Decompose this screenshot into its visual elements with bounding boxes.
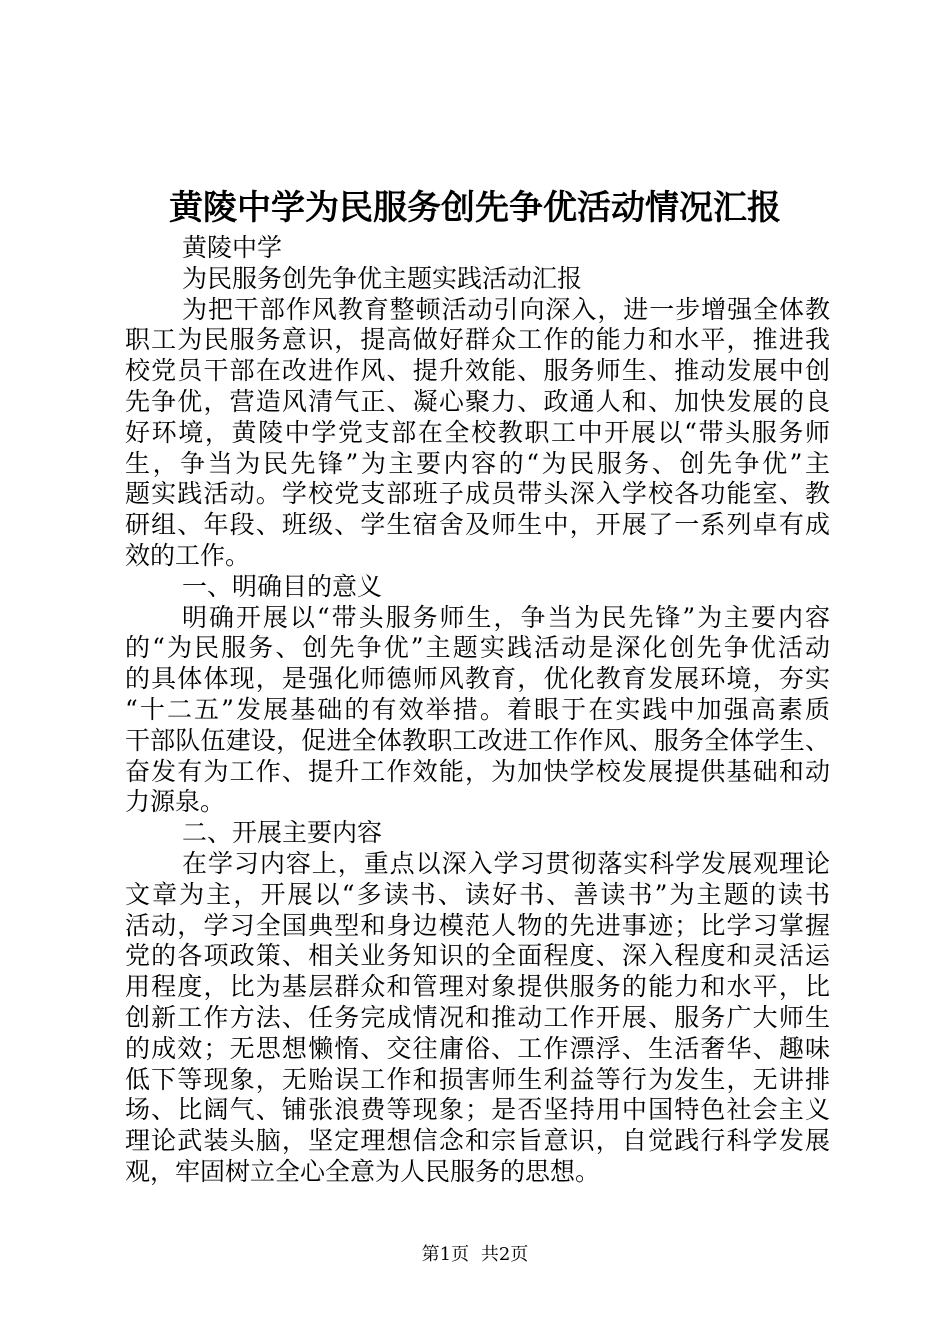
text-line: 职工为民服务意识，提高做好群众工作的能力和水平，推进我 bbox=[125, 325, 830, 355]
document-title: 黄陵中学为民服务创先争优活动情况汇报 bbox=[169, 188, 781, 228]
text-line: 的成效；无思想懒惰、交往庸俗、工作漂浮、生活奢华、趣味 bbox=[125, 1033, 830, 1063]
text-line: 题实践活动。学校党支部班子成员带头深入学校各功能室、教 bbox=[125, 479, 830, 509]
page-footer bbox=[0, 1243, 950, 1267]
text-line: 效的工作。 bbox=[125, 540, 251, 570]
text-line: 理论武装头脑，坚定理想信念和宗旨意识，自觉践行科学发展 bbox=[125, 1126, 830, 1156]
text-line: 奋发有为工作、提升工作效能，为加快学校发展提供基础和动 bbox=[125, 756, 830, 786]
text-line: 低下等现象，无贻误工作和损害师生利益等行为发生，无讲排 bbox=[125, 1064, 830, 1094]
text-line: 为民服务创先争优主题实践活动汇报 bbox=[182, 263, 583, 293]
text-line: 生，争当为民先锋”为主要内容的“为民服务、创先争优”主 bbox=[125, 448, 830, 478]
text-line: 校党员干部在改进作风、提升效能、服务师生、推动发展中创 bbox=[125, 356, 830, 386]
text-line: 干部队伍建设，促进全体教职工改进工作作风、服务全体学生、 bbox=[125, 725, 830, 755]
text-line: 研组、年段、班级、学生宿舍及师生中，开展了一系列卓有成 bbox=[125, 510, 830, 540]
text-line: 好环境，黄陵中学党支部在全校教职工中开展以“带头服务师 bbox=[125, 417, 830, 447]
text-line: 黄陵中学 bbox=[182, 233, 283, 262]
text-line: “十二五”发展基础的有效举措。着眼于在实践中加强高素质 bbox=[125, 694, 830, 724]
text-line: 先争优，营造风清气正、凝心聚力、政通人和、加快发展的良 bbox=[125, 386, 830, 416]
page-total: 共2页 bbox=[480, 1244, 529, 1265]
text-line: 活动，学习全国典型和身边模范人物的先进事迹；比学习掌握 bbox=[125, 910, 830, 940]
text-line: 场、比阔气、铺张浪费等现象；是否坚持用中国特色社会主义 bbox=[125, 1095, 830, 1125]
text-line: 党的各项政策、相关业务知识的全面程度、深入程度和灵活运 bbox=[125, 941, 830, 971]
text-line: 的“为民服务、创先争优”主题实践活动是深化创先争优活动 bbox=[125, 633, 830, 663]
text-line: 二、开展主要内容 bbox=[182, 818, 383, 848]
text-line: 在学习内容上，重点以深入学习贯彻落实科学发展观理论 bbox=[182, 848, 830, 878]
text-line: 观，牢固树立全心全意为人民服务的思想。 bbox=[125, 1156, 601, 1186]
text-line: 明确开展以“带头服务师生，争当为民先锋”为主要内容 bbox=[182, 602, 830, 632]
text-line: 用程度，比为基层群众和管理对象提供服务的能力和水平，比 bbox=[125, 972, 830, 1002]
text-line: 为把干部作风教育整顿活动引向深入，进一步增强全体教 bbox=[182, 294, 830, 324]
text-line: 一、明确目的意义 bbox=[182, 571, 383, 601]
text-line: 创新工作方法、任务完成情况和推动工作开展、服务广大师生 bbox=[125, 1002, 830, 1032]
text-line: 力源泉。 bbox=[125, 787, 226, 817]
document-body bbox=[125, 233, 830, 1188]
text-line: 的具体体现，是强化师德师风教育，优化教育发展环境，夯实 bbox=[125, 664, 830, 694]
page-number: 第1页 bbox=[421, 1244, 470, 1265]
text-line: 文章为主，开展以“多读书、读好书、善读书”为主题的读书 bbox=[125, 879, 830, 909]
